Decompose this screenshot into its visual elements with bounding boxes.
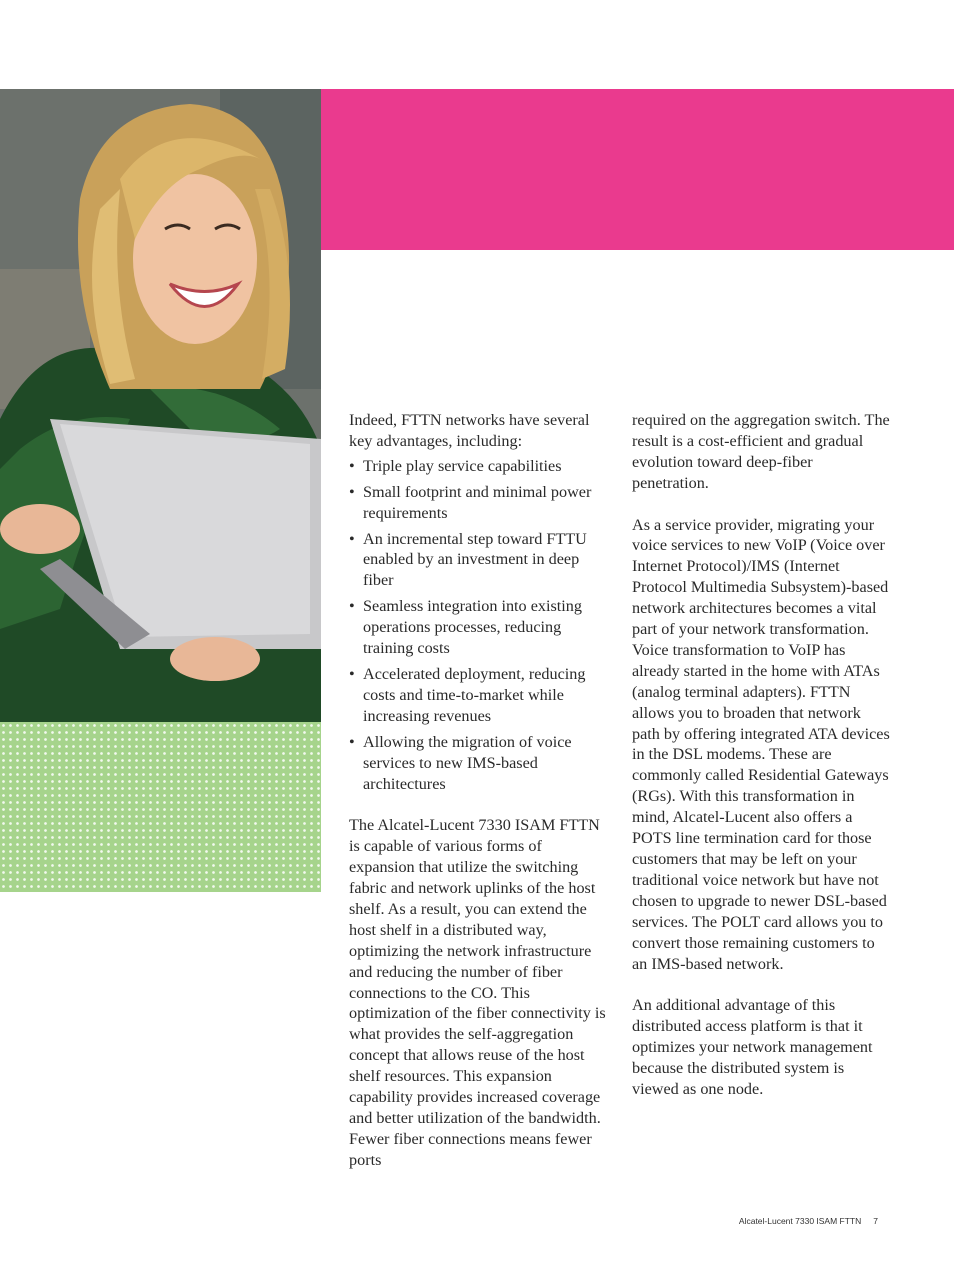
bullet-icon: • xyxy=(349,456,355,475)
pink-header-block xyxy=(321,89,954,250)
list-item: • Allowing the migration of voice services to new IMS-based architectures xyxy=(349,732,572,793)
list-item: • Small footprint and minimal power requirements xyxy=(349,482,592,522)
advantages-list xyxy=(349,456,607,795)
list-item: • Triple play service capabilities xyxy=(349,456,562,475)
voip-paragraph: As a service provider, migrating your voice services to new VoIP (Voice over Internet Protocol)/IMS (Internet Protocol Multimedia Subsystem)-based network architectures becomes a vital part of your network transformation. Voice transformation to VoIP has already started in the home with ATAs (analog terminal adapters). FTTN allows you to broaden that network path by offering integrated ATA devices in the DSL modems. These are commonly called Residential Gateways (RGs). With this transformation in mind, Alcatel-Lucent also offers a POTS line termination card for those customers that may be left on your traditional voice network but have not chosen to upgrade to newer DSL-based services. The POLT card allows you to convert those remaining customers to an IMS-based network. xyxy=(632,515,890,973)
intro-paragraph: Indeed, FTTN networks have several key advantages, including: xyxy=(349,411,590,450)
footer-doc-title: Alcatel-Lucent 7330 ISAM FTTN xyxy=(738,1216,862,1226)
bullet-icon: • xyxy=(349,664,355,683)
bullet-icon: • xyxy=(349,529,355,548)
aggregation-paragraph: required on the aggregation switch. The result is a cost-efficient and gradual evolution toward deep-fiber penetration. xyxy=(632,411,890,492)
list-item: • An incremental step toward FTTU enabled by an investment in deep fiber xyxy=(349,529,587,590)
right-column xyxy=(632,410,890,1121)
bullet-icon: • xyxy=(349,732,355,751)
bullet-icon: • xyxy=(349,597,355,616)
photo-illustration xyxy=(0,89,321,722)
list-item: • Accelerated deployment, reducing costs and time-to-market while increasing revenues xyxy=(349,664,586,725)
bullet-icon: • xyxy=(349,482,355,501)
left-column xyxy=(349,410,607,1192)
management-paragraph: An additional advantage of this distributed access platform is that it optimizes your network management because the distributed system is viewed as one node. xyxy=(632,996,873,1098)
page-footer xyxy=(739,1216,878,1226)
list-item: • Seamless integration into existing operations processes, reducing training costs xyxy=(349,597,582,658)
photo-woman-with-laptop xyxy=(0,89,321,722)
page-number: 7 xyxy=(873,1216,878,1226)
expansion-paragraph: The Alcatel-Lucent 7330 ISAM FTTN is capable of various forms of expansion that utilize the switching fabric and network uplinks of the host shelf. As a result, you can extend the host shelf in a distributed way, optimizing the network infrastructure and reducing the number of fiber connections to the CO. This optimization of the fiber connectivity is what provides the self-aggregation concept that allows reuse of the host shelf resources. This expansion capability provides increased coverage and better utilization of the bandwidth. Fewer fiber connections means fewer ports xyxy=(349,816,606,1169)
green-dot-pattern xyxy=(0,722,321,892)
